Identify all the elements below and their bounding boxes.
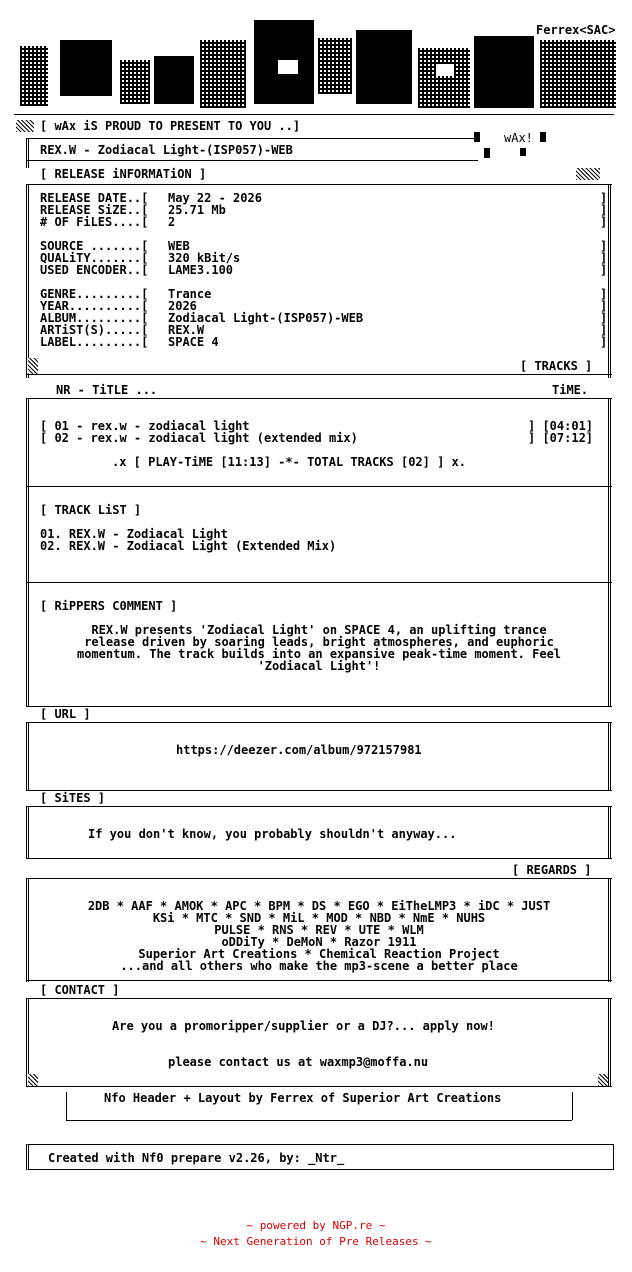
sites-text: If you don't know, you probably shouldn't anyway... [88, 827, 457, 841]
created-with: Created with Nf0 prepare v2.26, by: _Ntr_ [48, 1151, 345, 1165]
tracks-left-border [26, 398, 29, 486]
field-label: GENRE.........[ [40, 287, 149, 301]
contact-hatch-right [598, 1074, 608, 1086]
proud-line: [ wAx iS PROUD TO PRESENT TO YOU ..] [40, 119, 301, 133]
tracklist-label: [ TRACK LiST ] [40, 503, 142, 517]
logo-letter-a2 [154, 56, 194, 104]
regards-line: 2DB * AAF * AMOK * APC * BPM * DS * EGO * EiTheLMP3 * iDC * JUST [87, 899, 551, 913]
tracks-hatch [28, 358, 38, 374]
regards-rule-bottom [26, 980, 612, 981]
credits-rule [66, 1120, 572, 1121]
regards-line: KSi * MTC * SND * MiL * MOD * NBD * NmE * NUHS [152, 911, 486, 925]
sites-right-border [608, 806, 611, 858]
contact-line-1: Are you a promoripper/supplier or a DJ?... apply now! [112, 1019, 495, 1033]
release-info-label: [ RELEASE iNFORMATiON ] [40, 167, 207, 181]
logo-letter-p2 [474, 36, 534, 108]
track-row: [ 02 - rex.w - zodiacal light (extended mix) [40, 431, 358, 445]
field-label: RELEASE DATE..[ [40, 191, 149, 205]
field-value: REX.W [168, 323, 205, 337]
tracks-header-rule [26, 398, 612, 399]
regards-rule-top [26, 878, 612, 879]
logo-drip [474, 132, 480, 142]
comment-line: REX.W presents 'Zodiacal Light' on SPACE 4, an uplifting trance [91, 623, 547, 637]
contact-label: [ CONTACT ] [40, 983, 120, 997]
track-row: [ 01 - rex.w - zodiacal light [40, 419, 250, 433]
col-title-header: NR - TiTLE ... [56, 383, 158, 397]
field-value: May 22 - 2026 [168, 191, 262, 205]
field-value: Trance [168, 287, 212, 301]
regards-line: PULSE * RNS * REV * UTE * WLM [214, 923, 424, 937]
logo-drip-4 [520, 148, 526, 156]
field-label: # OF FiLES....[ [40, 215, 149, 229]
field-value: 320 kBit/s [168, 251, 241, 265]
logo-letter-w2 [60, 40, 112, 96]
regards-line: oDDiTy * DeMoN * Razor 1911 [221, 935, 417, 949]
tracklist-left-border [26, 486, 29, 582]
tracklist-item: 01. REX.W - Zodiacal Light [40, 527, 228, 541]
field-label: QUALiTY.......[ [40, 251, 149, 265]
layout-credits: Nfo Header + Layout by Ferrex of Superior Art Creations [104, 1091, 502, 1105]
tracklist-rule-top [26, 486, 612, 487]
regards-right-border [608, 878, 611, 982]
field-value: SPACE 4 [168, 335, 219, 349]
logo-letter-a1 [120, 60, 150, 104]
regards-line: ...and all others who make the mp3-scene a better place [120, 959, 518, 973]
release-info-rule [26, 184, 612, 185]
field-value: LAME3.100 [168, 263, 234, 277]
header-rule [14, 114, 614, 115]
header-hatch-left [16, 120, 34, 132]
comment-left-border [26, 582, 29, 706]
logo-letter-m2 [356, 30, 412, 104]
logo-drip-3 [540, 132, 546, 142]
field-value: 2 [168, 215, 176, 229]
regards-line: Superior Art Creations * Chemical Reaction Project [138, 947, 500, 961]
contact-rule-bottom [26, 1086, 612, 1087]
tracklist-right-border [608, 486, 611, 582]
field-value: WEB [168, 239, 190, 253]
contact-email-line: please contact us at waxmp3@moffa.nu [168, 1055, 429, 1069]
col-time-header: TiME. [552, 383, 589, 397]
credits-left-border [66, 1092, 67, 1120]
contact-right-border [608, 998, 611, 1086]
comment-line: 'Zodiacal Light'! [257, 659, 381, 673]
field-label: ALBUM.........[ [40, 311, 149, 325]
logo-highlight [278, 60, 298, 74]
tracklist-item: 02. REX.W - Zodiacal Light (Extended Mix) [40, 539, 337, 553]
sites-rule-bottom [26, 858, 612, 859]
logo-letter-w1 [20, 46, 48, 106]
url-label: [ URL ] [40, 707, 91, 721]
release-info-right-border [608, 184, 611, 378]
contact-rule-top [26, 998, 612, 999]
logo-letter-m1 [318, 38, 352, 94]
tracks-right-border [608, 398, 611, 486]
release-title: REX.W - Zodiacal Light-(ISP057)-WEB [40, 143, 293, 157]
url-rule-top [26, 722, 612, 723]
url-link[interactable]: https://deezer.com/album/972157981 [176, 743, 422, 757]
tracklist-rule-bottom [26, 582, 612, 583]
field-label: SOURCE .......[ [40, 239, 149, 253]
url-left-border [26, 722, 29, 790]
release-info-hatch [576, 168, 600, 180]
title-left-border [26, 138, 29, 168]
next-generation: ~ Next Generation of Pre Releases ~ [200, 1235, 432, 1248]
track-time: ] [07:12] [528, 431, 594, 445]
sites-rule-top [26, 806, 612, 807]
title-rule-top [26, 138, 478, 139]
comment-right-border [608, 582, 611, 706]
url-rule-bottom [26, 790, 612, 791]
logo-letter-p1 [418, 48, 470, 108]
field-label: USED ENCODER..[ [40, 263, 149, 277]
comment-label: [ RiPPERS C0MMENT ] [40, 599, 178, 613]
logo-letter-x1 [200, 40, 246, 108]
comment-line: release driven by soaring leads, bright atmospheres, and euphoric [84, 635, 554, 649]
field-label: RELEASE SiZE..[ [40, 203, 149, 217]
tracks-summary: .x [ PLAY-TiME [11:13] -*- TOTAL TRACKS [02] ] x. [112, 455, 467, 469]
credits-right-border [572, 1092, 573, 1120]
comment-line: momentum. The track builds into an expansive peak-time moment. Feel [76, 647, 562, 661]
tracks-label: [ TRACKS ] [520, 359, 593, 373]
regards-left-border [26, 878, 29, 982]
tracks-rule [26, 374, 612, 375]
sites-label: [ SiTES ] [40, 791, 106, 805]
field-value: Zodiacal Light-(ISP057)-WEB [168, 311, 364, 325]
contact-left-border [26, 998, 29, 1086]
field-value: 2026 [168, 299, 197, 313]
bracket-col: ] ] ] ] ] ] ] ] ] ] ] [600, 191, 608, 349]
comment-rule-bottom [26, 706, 612, 707]
track-time: ] [04:01] [528, 419, 594, 433]
field-value: 25.71 Mb [168, 203, 226, 217]
powered-by: ~ powered by NGP.re ~ [246, 1219, 386, 1232]
logo-highlight-2 [436, 64, 454, 76]
wax-tag: wAx! [504, 131, 533, 145]
title-rule-bottom [26, 160, 478, 161]
logo-drip-2 [484, 148, 490, 158]
regards-label: [ REGARDS ] [512, 863, 592, 877]
release-info-left-border [26, 184, 29, 378]
contact-hatch-left [28, 1074, 38, 1086]
field-label: LABEL.........[ [40, 335, 149, 349]
logo-credit: Ferrex<SAC> [536, 23, 616, 37]
field-label: ARTiST(S).....[ [40, 323, 149, 337]
url-right-border [608, 722, 611, 790]
sites-left-border [26, 806, 29, 858]
logo-letter-3 [540, 40, 616, 108]
field-label: YEAR..........[ [40, 299, 149, 313]
